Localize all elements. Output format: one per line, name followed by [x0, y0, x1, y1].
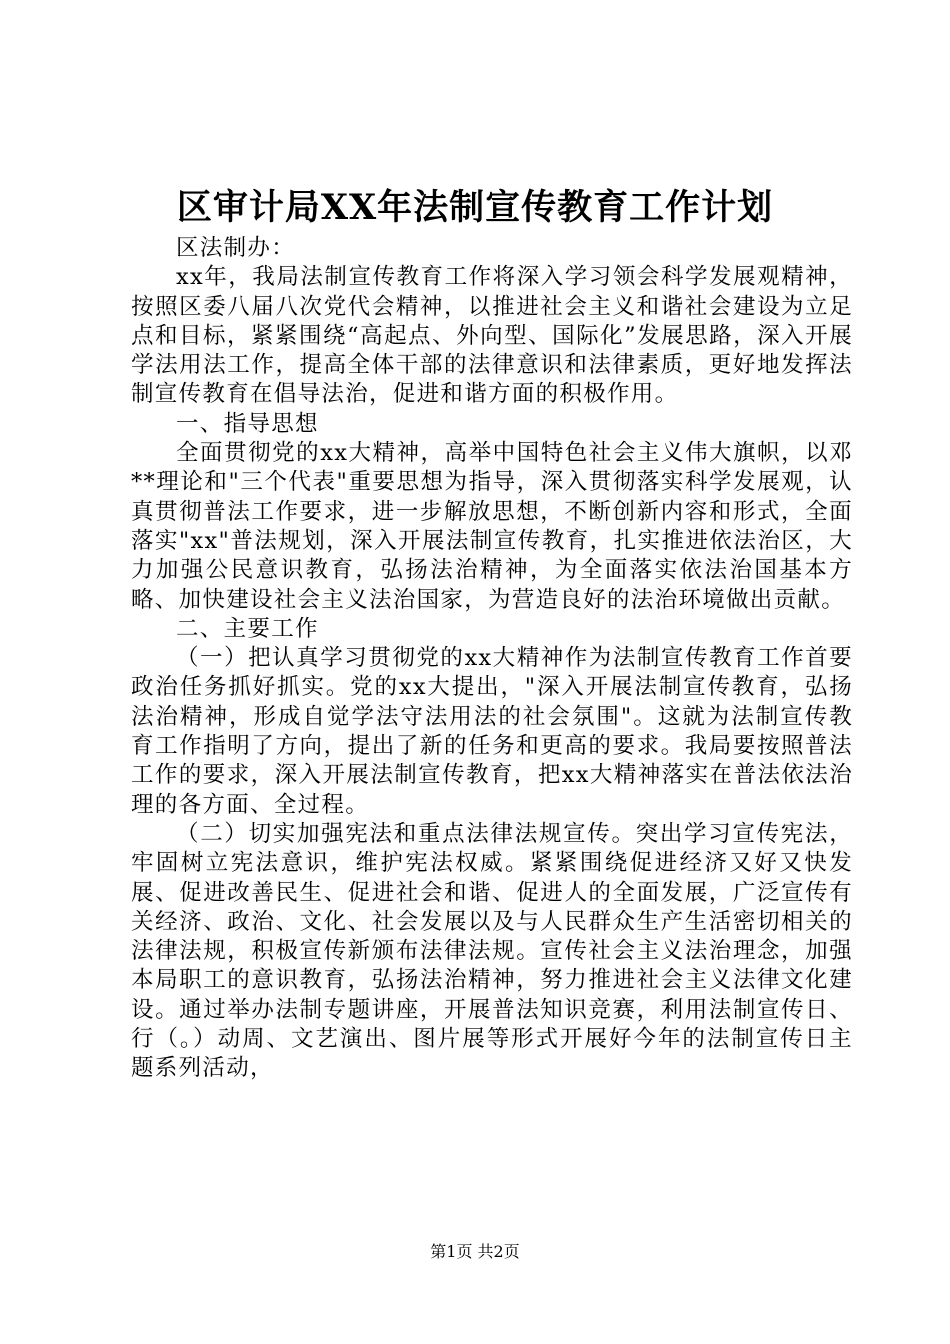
section-heading-main-work: 二、主要工作	[176, 615, 319, 642]
intro-paragraph: xx年，我局法制宣传教育工作将深入学习领会科学发展观精神，按照区委八届八次党代会精神，以推进社会主义和谐社会建设为立足点和目标，紧紧围绕“高起点、外向型、国际化”发展思路，深入开展学法用法工作，提高全体干部的法律意识和法律素质，更好地发挥法制宣传教育在倡导法治，促进和谐方面的积极作用。	[131, 264, 853, 408]
main-work-item-1-paragraph: （一）把认真学习贯彻党的xx大精神作为法制宣传教育工作首要政治任务抓好抓实。党的xx大提出，"深入开展法制宣传教育，弘扬法治精神，形成自觉学法守法用法的社会氛围"。这就为法制宣传教育工作指明了方向，提出了新的任务和更高的要求。我局要按照普法工作的要求，深入开展法制宣传教育，把xx大精神落实在普法依法治理的各方面、全过程。	[131, 645, 853, 818]
salutation-paragraph: 区法制办：	[176, 235, 296, 261]
page-number-footer: 第1页 共2页	[430, 1242, 520, 1261]
guiding-ideology-paragraph: 全面贯彻党的xx大精神，高举中国特色社会主义伟大旗帜，以邓**理论和"三个代表"重要思想为指导，深入贯彻落实科学发展观，认真贯彻普法工作要求，进一步解放思想，不断创新内容和形式，全面落实"xx"普法规划，深入开展法制宣传教育，扎实推进依法治区，大力加强公民意识教育，弘扬法治精神，为全面落实依法治国基本方略、加快建设社会主义法治国家，为营造良好的法治环境做出贡献。	[131, 440, 853, 613]
section-heading-guiding-ideology: 一、指导思想	[176, 410, 319, 437]
main-work-item-2-paragraph: （二）切实加强宪法和重点法律法规宣传。突出学习宣传宪法，牢固树立宪法意识，维护宪法权威。紧紧围绕促进经济又好又快发展、促进改善民生、促进社会和谐、促进人的全面发展，广泛宣传有关经济、政治、文化、社会发展以及与人民群众生产生活密切相关的法律法规，积极宣传新颁布法律法规。宣传社会主义法治理念，加强本局职工的意识教育，弘扬法治精神，努力推进社会主义法律文化建设。通过举办法制专题讲座，开展普法知识竞赛，利用法制宣传日、行（。）动周、文艺演出、图片展等形式开展好今年的法制宣传日主题系列活动，	[131, 820, 853, 1082]
document-body	[131, 234, 853, 1084]
document-title: 区审计局XX年法制宣传教育工作计划	[176, 187, 774, 228]
